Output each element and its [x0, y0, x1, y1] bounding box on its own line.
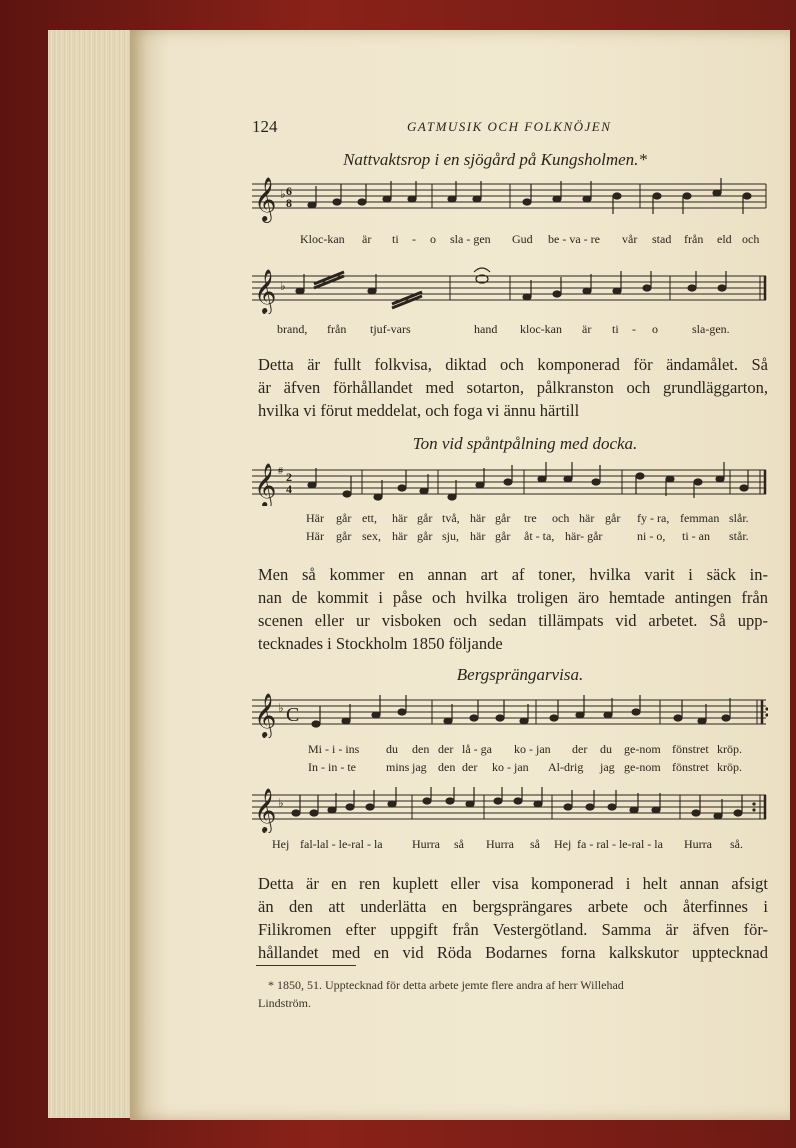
lyric: går — [605, 511, 621, 525]
lyric: femman — [680, 511, 720, 525]
footnote — [258, 976, 770, 1012]
lyric: här — [392, 529, 408, 543]
lyric: vår — [622, 232, 638, 246]
lyric: ge-nom — [624, 742, 661, 756]
text-line: hållandet med en vid Röda Bodarnes forna kalkskutor upptecknad — [258, 943, 768, 962]
song1-staff2 — [252, 266, 768, 314]
song1-title: Nattvaktsrop i en sjögård på Kungsholmen.* — [343, 150, 647, 169]
lyric: der — [438, 742, 454, 756]
lyric: - — [632, 322, 636, 336]
lyric: Hej — [272, 837, 290, 851]
text-line: scenen eller ur visboken och sedan tillämpats vid arbetet. Så upp- — [258, 611, 768, 630]
text-line: är äfven förhållandet med sotarton, pålkranston och grundläggarton, — [258, 378, 768, 397]
lyric: går — [417, 511, 433, 525]
paragraph-1 — [258, 353, 768, 422]
lyric: ett, — [362, 511, 377, 525]
text-line: Detta är fullt folkvisa, diktad och komponerad för ändamålet. Så — [258, 355, 768, 374]
lyric: sju, — [442, 529, 460, 543]
lyric: så. — [730, 837, 743, 851]
song2-staff — [252, 460, 768, 506]
lyric: - — [412, 232, 416, 246]
text-line: än den att underlätta en bergsprängares arbete och återfinnes i — [258, 897, 768, 916]
lyric: slår. — [729, 511, 749, 525]
song3-lyrics3 — [252, 837, 768, 853]
song1-staff1 — [252, 176, 768, 224]
text-line: hvilka vi förut meddelat, och foga vi ännu härtill — [258, 401, 580, 420]
lyric: är — [582, 322, 592, 336]
lyric: jag — [412, 760, 427, 774]
lyric: ko - jan — [492, 760, 529, 774]
paragraph-2 — [258, 563, 768, 655]
lyric: du — [386, 742, 398, 756]
lyric: o — [652, 322, 658, 336]
lyric: fönstret — [672, 760, 709, 774]
paragraph-3 — [258, 872, 768, 964]
lyric: ni - o, — [637, 529, 666, 543]
text-line: nan de kommit i påse och hvilka troligen äro hemtade antingen från — [258, 588, 768, 607]
lyric: den — [412, 742, 430, 756]
lyric: eld — [717, 232, 732, 246]
lyric: hand — [474, 322, 498, 336]
footnote-rule — [256, 965, 356, 966]
lyric: Hurra — [684, 837, 712, 851]
svg-text:2: 2 — [286, 470, 292, 484]
lyric: der — [462, 760, 478, 774]
svg-text:𝄞: 𝄞 — [254, 788, 277, 832]
svg-text:𝄞: 𝄞 — [254, 463, 277, 506]
svg-text:8: 8 — [286, 196, 292, 210]
lyric: Hurra — [486, 837, 514, 851]
lyric: sex, — [362, 529, 381, 543]
lyric: här — [392, 511, 408, 525]
lyric: Hej — [554, 837, 572, 851]
text-line: tecknades i Stockholm 1850 följande — [258, 634, 503, 653]
song2-title: Ton vid spåntpålning med docka. — [412, 434, 638, 453]
lyric: kloc-kan — [520, 322, 562, 336]
svg-text:4: 4 — [286, 482, 292, 496]
lyric: här — [470, 511, 486, 525]
lyric: Gud — [512, 232, 533, 246]
lyric: och — [552, 511, 570, 525]
song1-lyrics2 — [252, 322, 768, 338]
lyric: tre — [524, 511, 537, 525]
lyric: och — [742, 232, 760, 246]
text-line: Detta är en ren kuplett eller visa komponerad i helt annan afsigt — [258, 874, 768, 893]
lyric: går — [336, 529, 352, 543]
song3-staff2 — [252, 785, 768, 833]
lyric: sla-gen. — [692, 322, 730, 336]
lyric: stad — [652, 232, 672, 246]
song3-common-time: C — [286, 704, 300, 726]
lyric: Här — [306, 511, 324, 525]
lyric: så — [454, 837, 464, 851]
lyric: ko - jan — [514, 742, 551, 756]
lyric: sla - gen — [450, 232, 491, 246]
song3-lyrics1 — [252, 742, 768, 758]
lyric: går — [417, 529, 433, 543]
lyric: Mi - i - ins — [308, 742, 360, 756]
lyric: be - va - re — [548, 232, 600, 246]
lyric: ti - an — [682, 529, 710, 543]
lyric: åt - ta, — [524, 529, 555, 543]
lyric: här- går — [565, 529, 603, 543]
lyric: Hurra — [412, 837, 440, 851]
song3-staff1 — [252, 690, 768, 738]
svg-text:𝄞: 𝄞 — [254, 177, 277, 221]
lyric: står. — [729, 529, 749, 543]
song1-lyrics1 — [252, 232, 768, 248]
lyric: In - in - te — [308, 760, 356, 774]
page-number: 124 — [252, 117, 278, 136]
lyric: Här — [306, 529, 324, 543]
lyric: jag — [600, 760, 615, 774]
svg-text:𝄞: 𝄞 — [254, 693, 277, 737]
lyric: kröp. — [717, 760, 742, 774]
lyric: fal-lal - le-ral - la — [300, 837, 383, 851]
lyric: två, — [442, 511, 460, 525]
footnote-line: Lindström. — [258, 996, 311, 1010]
lyric: går — [495, 529, 511, 543]
svg-text:♭: ♭ — [280, 187, 286, 201]
lyric: mins — [386, 760, 410, 774]
lyric: går — [336, 511, 352, 525]
lyric: från — [684, 232, 704, 246]
lyric: fy - ra, — [637, 511, 670, 525]
song2-lyrics2 — [252, 529, 768, 545]
lyric: o — [430, 232, 436, 246]
lyric: lå - ga — [462, 742, 492, 756]
text-line: Filikromen efter uppgift från Vestergötland. Samma är äfven för- — [258, 920, 768, 939]
lyric: här — [579, 511, 595, 525]
lyric: ti — [612, 322, 619, 336]
lyric: der — [572, 742, 588, 756]
lyric: ge-nom — [624, 760, 661, 774]
song2-lyrics1 — [252, 511, 768, 527]
svg-text:♭: ♭ — [278, 796, 284, 810]
page-edges — [48, 30, 138, 1118]
song1-time-top: 6 — [286, 184, 292, 198]
lyric: brand, — [277, 322, 308, 336]
lyric: är — [362, 232, 372, 246]
lyric: kröp. — [717, 742, 742, 756]
lyric: Al-drig — [548, 760, 584, 774]
lyric: så — [530, 837, 540, 851]
song3-lyrics2 — [252, 760, 768, 776]
lyric: ti — [392, 232, 399, 246]
lyric: Kloc-kan — [300, 232, 345, 246]
lyric: tjuf-vars — [370, 322, 411, 336]
lyric: du — [600, 742, 612, 756]
song3-title: Bergsprängarvisa. — [456, 665, 584, 684]
svg-text:♭: ♭ — [280, 279, 286, 293]
running-head: GATMUSIK OCH FOLKNÖJEN — [407, 119, 612, 134]
svg-text:𝄞: 𝄞 — [254, 269, 277, 313]
lyric: fa - ral - le-ral - la — [577, 837, 663, 851]
lyric: den — [438, 760, 456, 774]
svg-text:#: # — [278, 466, 283, 477]
lyric: fönstret — [672, 742, 709, 756]
footnote-line: * 1850, 51. Upptecknad för detta arbete jemte flere andra af herr Willehad — [268, 978, 624, 992]
lyric: här — [470, 529, 486, 543]
lyric: från — [327, 322, 347, 336]
lyric: går — [495, 511, 511, 525]
text-line: Men så kommer en annan art af toner, hvilka varit i säck in- — [258, 565, 768, 584]
svg-text:♭: ♭ — [278, 701, 284, 715]
